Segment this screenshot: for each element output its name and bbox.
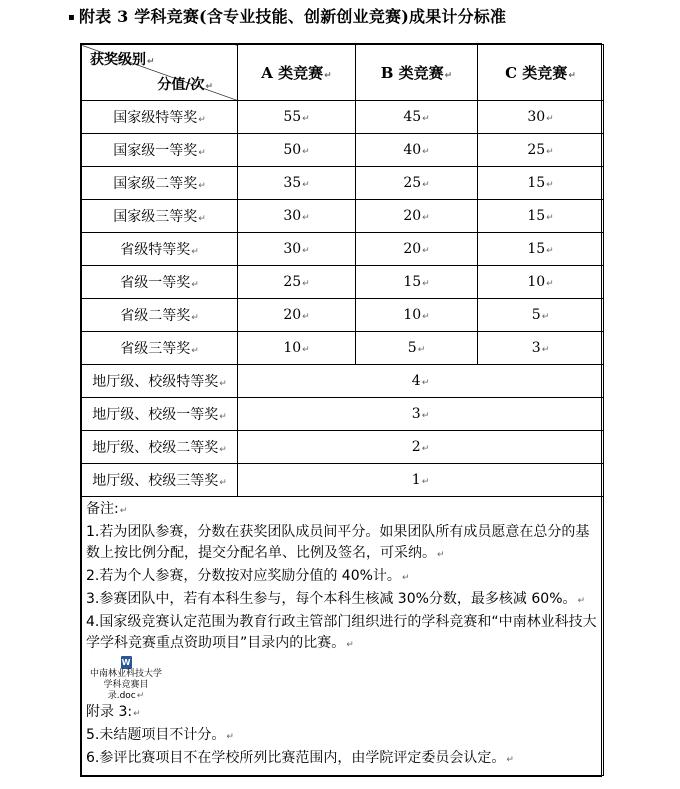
paragraph-mark: ↵ bbox=[198, 181, 206, 191]
score-cell bbox=[478, 101, 604, 134]
score-cell-text: 15 bbox=[527, 175, 546, 191]
paragraph-mark: ↵ bbox=[302, 279, 310, 289]
paragraph-mark: ↵ bbox=[219, 478, 227, 488]
award-level-label-text: 国家级二等奖 bbox=[113, 176, 198, 192]
award-row bbox=[82, 266, 604, 299]
level-row bbox=[82, 365, 604, 398]
score-cell-text: 10 bbox=[527, 274, 546, 290]
score-cell-text: 20 bbox=[403, 208, 422, 224]
level-score-text: 1 bbox=[411, 472, 421, 488]
score-cell-text: 5 bbox=[531, 307, 541, 323]
paragraph-mark: ↵ bbox=[422, 279, 430, 289]
score-cell-text: 10 bbox=[283, 340, 302, 356]
score-cell-text: 10 bbox=[403, 307, 422, 323]
score-cell bbox=[356, 332, 478, 365]
level-score bbox=[238, 398, 604, 431]
award-row bbox=[82, 332, 604, 365]
paragraph-mark: ↵ bbox=[219, 379, 227, 389]
award-level-label bbox=[82, 332, 238, 365]
header-row bbox=[82, 45, 604, 101]
paragraph-mark: ↵ bbox=[198, 148, 206, 158]
column-header-b: B 类竞赛↵ bbox=[356, 45, 478, 101]
score-cell bbox=[356, 266, 478, 299]
paragraph-mark: ↵ bbox=[422, 246, 430, 256]
notes-cell bbox=[82, 497, 604, 776]
paragraph-mark: ↵ bbox=[541, 312, 550, 322]
award-level-label bbox=[82, 299, 238, 332]
score-cell-text: 45 bbox=[403, 109, 422, 125]
appendix-item: 6.参评比赛项目不在学校所列比赛范围内，由学院评定委员会认定。↵ bbox=[86, 750, 514, 766]
score-cell bbox=[478, 332, 604, 365]
award-level-label bbox=[82, 233, 238, 266]
award-row bbox=[82, 167, 604, 200]
score-cell bbox=[238, 299, 356, 332]
paragraph-mark: ↵ bbox=[191, 280, 199, 290]
level-label bbox=[82, 365, 238, 398]
paragraph-mark: ↵ bbox=[546, 114, 554, 124]
title-text: 附表 3 学科竞赛(含专业技能、创新创业竞赛)成果计分标准 bbox=[78, 7, 507, 26]
score-cell bbox=[356, 299, 478, 332]
level-score bbox=[238, 464, 604, 497]
level-row bbox=[82, 398, 604, 431]
score-cell-text: 50 bbox=[283, 142, 302, 158]
award-level-label bbox=[82, 167, 238, 200]
paragraph-mark: ↵ bbox=[198, 115, 206, 125]
paragraph-mark: ↵ bbox=[422, 180, 430, 190]
attachment-name-line2: 学科竞赛目录.doc↵ bbox=[103, 680, 149, 701]
paragraph-mark: ↵ bbox=[546, 147, 554, 157]
score-cell-text: 35 bbox=[283, 175, 302, 191]
paragraph-mark: ↵ bbox=[302, 213, 310, 223]
paragraph-mark: ↵ bbox=[198, 214, 206, 224]
score-cell-text: 3 bbox=[531, 340, 541, 356]
award-level-label bbox=[82, 134, 238, 167]
level-label bbox=[82, 431, 238, 464]
score-cell-text: 5 bbox=[407, 340, 417, 356]
level-label bbox=[82, 398, 238, 431]
score-cell-text: 15 bbox=[527, 208, 546, 224]
score-cell-text: 15 bbox=[527, 241, 546, 257]
note-item: 1.若为团队参赛，分数在获奖团队成员间平分。如果团队所有成员愿意在总分的基数上按比例分配，提交分配名单、比例及签名，可采纳。↵ bbox=[86, 524, 590, 561]
paragraph-mark: ↵ bbox=[421, 444, 430, 454]
award-row bbox=[82, 200, 604, 233]
corner-bottom-label: 分值/次↵ bbox=[157, 77, 213, 93]
word-doc-icon: W bbox=[121, 658, 131, 667]
paragraph-mark: ↵ bbox=[302, 246, 310, 256]
score-cell bbox=[238, 200, 356, 233]
award-row bbox=[82, 134, 604, 167]
award-level-label-text: 国家级特等奖 bbox=[113, 110, 198, 126]
note-item: 3.参赛团队中，若有本科生参与，每个本科生核减 30%分数，最多核减 60%。↵ bbox=[86, 591, 586, 607]
paragraph-mark: ↵ bbox=[421, 378, 430, 388]
score-cell bbox=[356, 233, 478, 266]
level-score bbox=[238, 431, 604, 464]
score-cell bbox=[356, 200, 478, 233]
score-cell bbox=[478, 167, 604, 200]
score-cell-text: 30 bbox=[283, 241, 302, 257]
column-header-a: A 类竞赛↵ bbox=[238, 45, 356, 101]
score-cell-text: 20 bbox=[283, 307, 302, 323]
corner-cell bbox=[82, 45, 238, 101]
score-cell bbox=[478, 299, 604, 332]
column-header-c: C 类竞赛↵ bbox=[478, 45, 604, 101]
score-cell bbox=[238, 134, 356, 167]
paragraph-mark: ↵ bbox=[219, 445, 227, 455]
score-cell bbox=[238, 167, 356, 200]
paragraph-mark: ↵ bbox=[421, 477, 430, 487]
notes-heading: 备注:↵ bbox=[86, 501, 128, 517]
score-cell bbox=[238, 101, 356, 134]
award-level-label bbox=[82, 200, 238, 233]
paragraph-mark: ↵ bbox=[422, 312, 430, 322]
paragraph-mark: ↵ bbox=[302, 114, 310, 124]
award-level-label-text: 国家级一等奖 bbox=[113, 143, 198, 159]
level-row bbox=[82, 464, 604, 497]
paragraph-mark: ↵ bbox=[422, 213, 430, 223]
paragraph-mark: ↵ bbox=[219, 412, 227, 422]
award-level-label-text: 省级三等奖 bbox=[120, 341, 191, 357]
page-title bbox=[68, 4, 506, 27]
attachment-name-line1: 中南林业科技大学 bbox=[89, 669, 162, 679]
paragraph-mark: ↵ bbox=[541, 345, 550, 355]
level-score-text: 4 bbox=[411, 373, 421, 389]
paragraph-mark: ↵ bbox=[191, 313, 199, 323]
paragraph-mark: ↵ bbox=[546, 279, 554, 289]
award-level-label bbox=[82, 266, 238, 299]
paragraph-mark: ↵ bbox=[421, 411, 430, 421]
award-level-label-text: 省级二等奖 bbox=[120, 308, 191, 324]
score-cell-text: 30 bbox=[527, 109, 546, 125]
score-cell-text: 20 bbox=[403, 241, 422, 257]
score-cell-text: 25 bbox=[283, 274, 302, 290]
score-cell-text: 30 bbox=[283, 208, 302, 224]
paragraph-mark: ↵ bbox=[546, 213, 554, 223]
level-score bbox=[238, 365, 604, 398]
level-label bbox=[82, 464, 238, 497]
paragraph-mark: ↵ bbox=[302, 312, 310, 322]
score-cell-text: 40 bbox=[403, 142, 422, 158]
note-item: 2.若为个人参赛，分数按对应奖励分值的 40%计。↵ bbox=[86, 568, 410, 584]
corner-top-label: 获奖级别↵ bbox=[90, 52, 155, 68]
score-cell-text: 55 bbox=[283, 109, 302, 125]
level-score-text: 3 bbox=[411, 406, 421, 422]
score-cell bbox=[478, 200, 604, 233]
paragraph-mark: ↵ bbox=[546, 246, 554, 256]
award-level-label-text: 省级特等奖 bbox=[120, 242, 191, 258]
award-row bbox=[82, 299, 604, 332]
level-label-text: 地厅级、校级二等奖 bbox=[92, 440, 219, 456]
bullet-icon: ▪ bbox=[68, 12, 75, 23]
score-cell bbox=[478, 266, 604, 299]
award-row bbox=[82, 233, 604, 266]
score-cell-text: 15 bbox=[403, 274, 422, 290]
score-cell bbox=[478, 134, 604, 167]
score-cell bbox=[356, 167, 478, 200]
score-cell bbox=[238, 266, 356, 299]
paragraph-mark: ↵ bbox=[191, 346, 199, 356]
paragraph-mark: ↵ bbox=[302, 180, 310, 190]
award-level-label-text: 国家级三等奖 bbox=[113, 209, 198, 225]
paragraph-mark: ↵ bbox=[422, 114, 430, 124]
level-label-text: 地厅级、校级三等奖 bbox=[92, 473, 219, 489]
score-cell bbox=[238, 233, 356, 266]
level-label-text: 地厅级、校级一等奖 bbox=[92, 407, 219, 423]
level-label-text: 地厅级、校级特等奖 bbox=[92, 374, 219, 390]
score-cell bbox=[238, 332, 356, 365]
score-cell-text: 25 bbox=[403, 175, 422, 191]
appendix-heading: 附录 3:↵ bbox=[86, 704, 141, 720]
scoring-document bbox=[80, 43, 602, 777]
scoring-table bbox=[81, 44, 604, 776]
paragraph-mark: ↵ bbox=[302, 345, 310, 355]
score-cell bbox=[478, 233, 604, 266]
paragraph-mark: ↵ bbox=[546, 180, 554, 190]
paragraph-mark: ↵ bbox=[302, 147, 310, 157]
award-row bbox=[82, 101, 604, 134]
award-level-label-text: 省级一等奖 bbox=[120, 275, 191, 291]
appendix-item: 5.未结题项目不计分。↵ bbox=[86, 727, 234, 743]
paragraph-mark: ↵ bbox=[417, 345, 426, 355]
paragraph-mark: ↵ bbox=[422, 147, 430, 157]
note-item: 4.国家级竞赛认定范围为教育行政主管部门组织进行的学科竞赛和“中南林业科技大学学科竞赛重点资助项目”目录内的比赛。↵ bbox=[86, 614, 597, 651]
score-cell bbox=[356, 134, 478, 167]
score-cell bbox=[356, 101, 478, 134]
level-row bbox=[82, 431, 604, 464]
score-cell-text: 25 bbox=[527, 142, 546, 158]
award-level-label bbox=[82, 101, 238, 134]
level-score-text: 2 bbox=[411, 439, 421, 455]
attachment-doc[interactable] bbox=[86, 656, 166, 702]
paragraph-mark: ↵ bbox=[191, 247, 199, 257]
notes-section bbox=[82, 497, 603, 775]
